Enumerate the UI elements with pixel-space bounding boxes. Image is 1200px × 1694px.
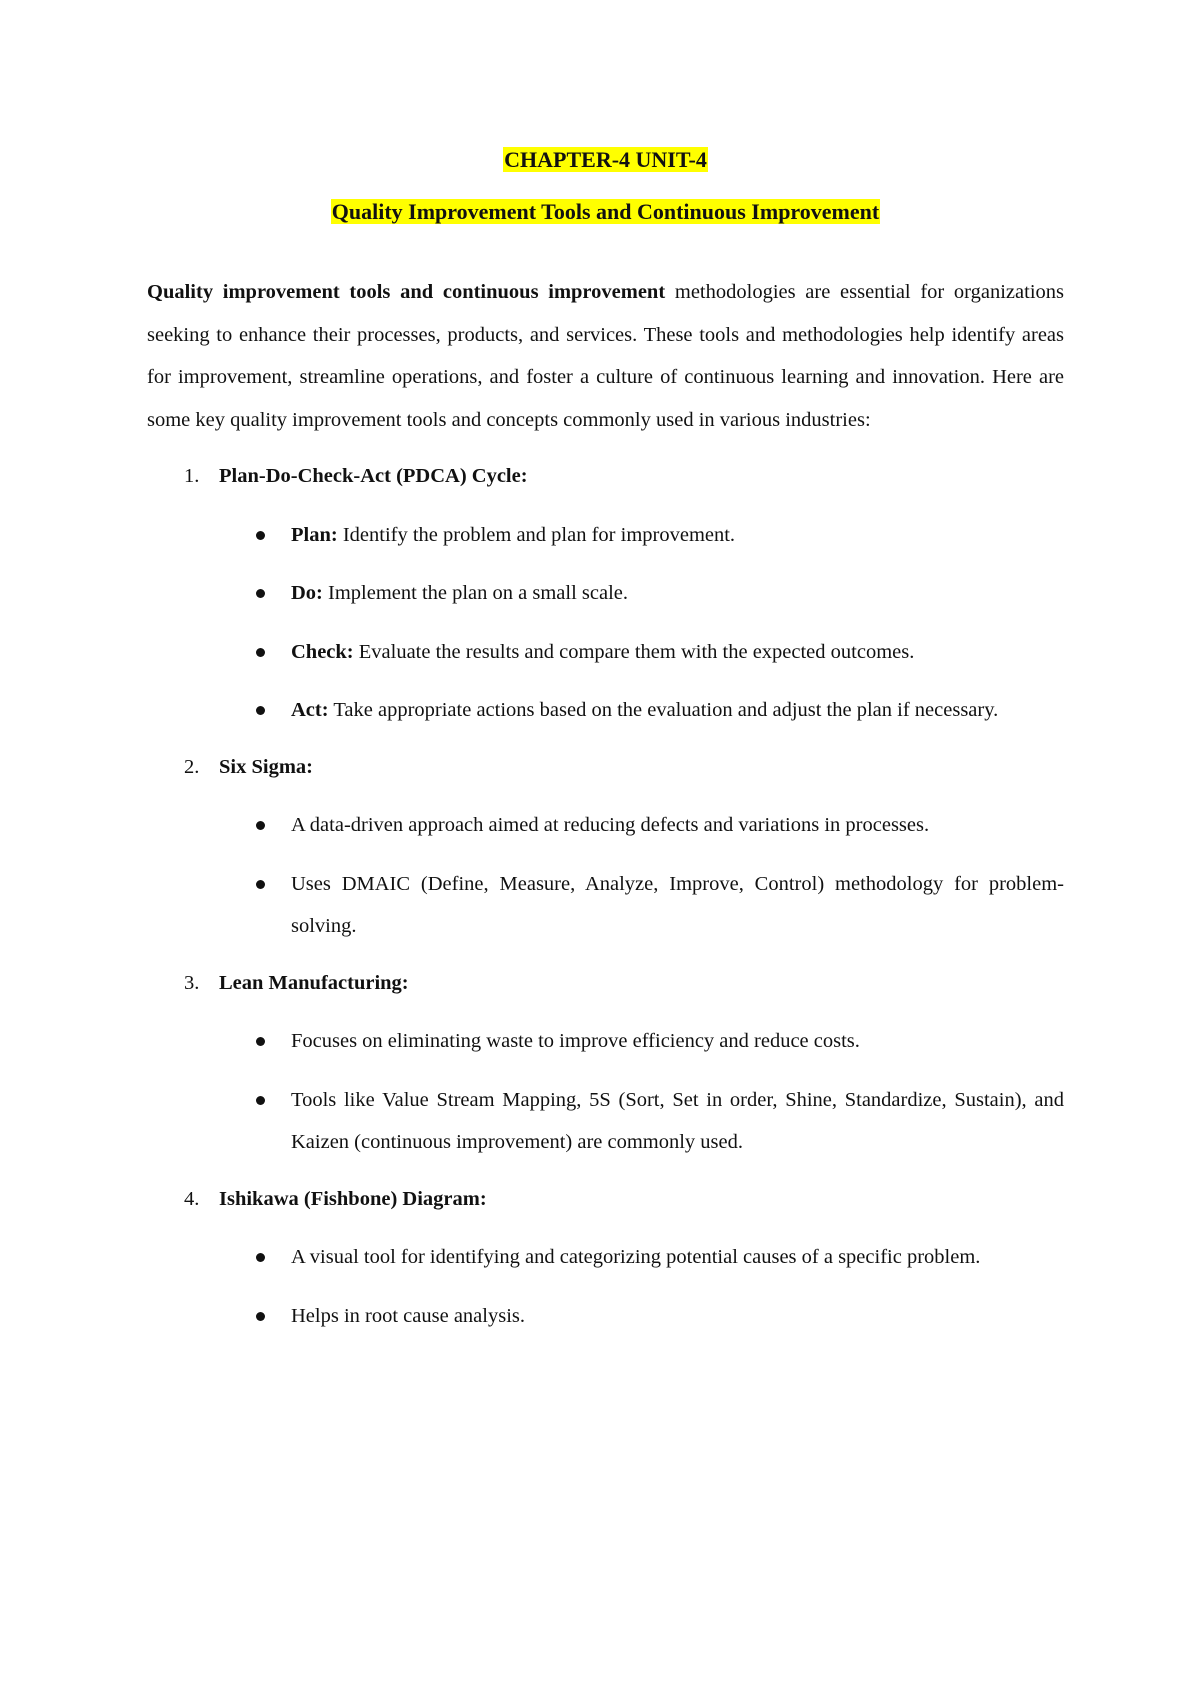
bullet-bold-label: Plan: (291, 523, 338, 546)
bullet-list (219, 514, 1064, 732)
bullet-text: Identify the problem and plan for improvement. (337, 523, 736, 546)
section-number: 1. (184, 465, 200, 487)
bullet-item (219, 514, 1064, 557)
bullet-dot-icon (256, 531, 265, 540)
bullet-dot-icon (256, 880, 265, 889)
document-subtitle (147, 197, 1064, 227)
bullet-list (219, 804, 1064, 948)
bullet-list (219, 1020, 1064, 1164)
section-heading: Ishikawa (Fishbone) Diagram: (219, 1187, 487, 1210)
bullet-dot-icon (256, 706, 265, 715)
subtitle-text: Quality Improvement Tools and Continuous Improvement (331, 199, 880, 224)
bullet-text: Tools like Value Stream Mapping, 5S (Sort, Set in order, Shine, Standardize, Sustain), and Kaizen (continuous improvement) are commonly used. (291, 1088, 1064, 1153)
section-heading: Plan-Do-Check-Act (PDCA) Cycle: (219, 465, 528, 487)
bullet-text: Focuses on eliminating waste to improve efficiency and reduce costs. (291, 1030, 860, 1052)
bullet-item (219, 1079, 1064, 1164)
bullet-bold-label: Act: (291, 699, 329, 721)
bullet-list (219, 1236, 1064, 1337)
bullet-item (219, 631, 1064, 674)
bullet-bold-label: Check: (291, 640, 354, 663)
bullet-item (219, 1020, 1064, 1063)
bullet-item (219, 863, 1064, 948)
bullet-text: A visual tool for identifying and categorizing potential causes of a specific problem. (291, 1246, 981, 1268)
bullet-item (219, 572, 1064, 615)
bullet-text: Implement the plan on a small scale. (322, 582, 629, 604)
section-heading: Lean Manufacturing: (219, 971, 409, 994)
bullet-item (219, 1236, 1064, 1279)
bullet-text: Uses DMAIC (Define, Measure, Analyze, Improve, Control) methodology for problem-solving. (291, 872, 1064, 937)
bullet-dot-icon (256, 1312, 265, 1321)
bullet-item (219, 1295, 1064, 1338)
bullet-text: A data-driven approach aimed at reducing defects and variations in processes. (291, 814, 930, 836)
bullet-dot-icon (256, 821, 265, 830)
chapter-title-text: CHAPTER-4 UNIT-4 (504, 147, 707, 172)
bullet-dot-icon (256, 1096, 265, 1105)
section-item (147, 962, 1064, 1164)
section-number: 2. (184, 755, 200, 778)
section-list (147, 455, 1064, 1337)
bullet-dot-icon (256, 1253, 265, 1262)
bullet-bold-label: Do: (291, 582, 323, 604)
bullet-item (219, 689, 1064, 732)
bullet-text: Helps in root cause analysis. (291, 1304, 525, 1327)
bullet-dot-icon (256, 1037, 265, 1046)
section-heading: Six Sigma: (219, 755, 313, 778)
chapter-title (147, 145, 1064, 175)
bullet-text: Take appropriate actions based on the evaluation and adjust the plan if necessary. (328, 699, 999, 721)
intro-bold-lead: Quality improvement tools and continuous improvement (147, 281, 666, 303)
bullet-dot-icon (256, 589, 265, 598)
intro-text: methodologies are essential for organizations seeking to enhance their processes, products, and services. These tools and methodologies help identify areas for improvement, streamline operations, and foster a culture of continuous learning and innovation. Here are some key quality improvement tools and concepts commonly used in various industries: (147, 281, 1064, 431)
document-content (147, 145, 1064, 1337)
section-number: 3. (184, 971, 200, 994)
intro-paragraph (147, 271, 1064, 441)
section-item (147, 455, 1064, 732)
section-item (147, 1178, 1064, 1338)
bullet-item (219, 804, 1064, 847)
section-item (147, 746, 1064, 948)
bullet-dot-icon (256, 648, 265, 657)
bullet-text: Evaluate the results and compare them with the expected outcomes. (353, 640, 915, 663)
section-number: 4. (184, 1187, 200, 1210)
